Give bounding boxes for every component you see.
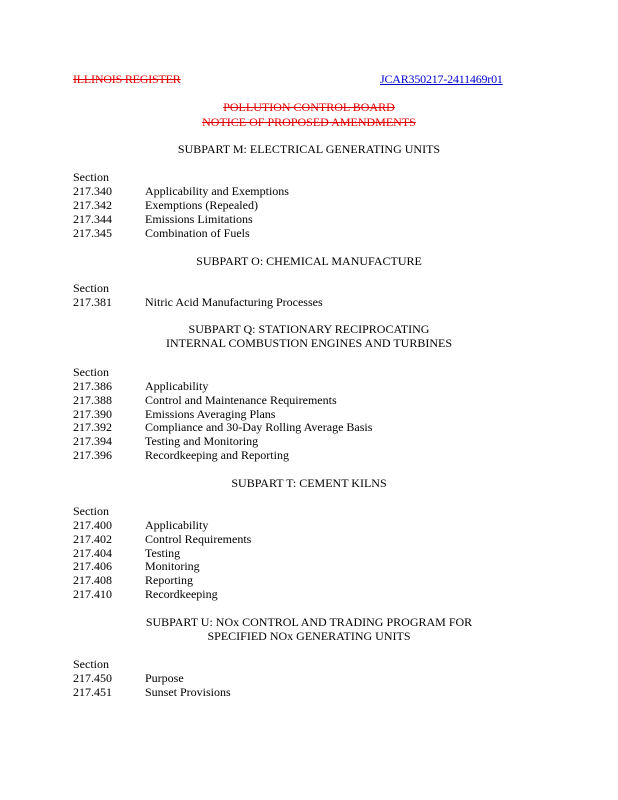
subpart-q-title-line-2: INTERNAL COMBUSTION ENGINES AND TURBINES: [165, 336, 452, 350]
section-number: 217.390: [73, 407, 112, 421]
section-number: 217.342: [73, 198, 112, 212]
subpart-m-title: SUBPART M: ELECTRICAL GENERATING UNITS: [177, 142, 441, 156]
section-label: Section: [73, 365, 109, 379]
section-title: Compliance and 30-Day Rolling Average Basis: [145, 420, 373, 434]
section-row: [73, 407, 275, 421]
section-number: 217.400: [73, 518, 112, 532]
section-row: [73, 671, 184, 685]
section-number: 217.394: [73, 434, 112, 448]
section-title: Reporting: [145, 573, 193, 587]
section-row: [73, 448, 289, 462]
section-label: Section: [73, 657, 109, 671]
section-title: Recordkeeping and Reporting: [145, 448, 289, 462]
jcar-suffix: 01: [491, 72, 503, 86]
section-title: Combination of Fuels: [145, 226, 250, 240]
section-title: Applicability: [145, 518, 209, 532]
section-title: Testing: [145, 546, 181, 560]
section-number: 217.388: [73, 393, 112, 407]
section-row: [73, 587, 218, 601]
section-number: 217.406: [73, 559, 112, 573]
section-row: [73, 379, 208, 393]
section-label: Section: [73, 504, 109, 518]
section-number: 217.450: [73, 671, 112, 685]
section-number: 217.451: [73, 685, 112, 699]
section-row: [73, 685, 231, 699]
section-row: [73, 559, 200, 573]
section-title: Nitric Acid Manufacturing Processes: [145, 295, 323, 309]
subpart-t-title: SUBPART T: CEMENT KILNS: [231, 476, 387, 490]
section-row: [73, 212, 253, 226]
section-title: Control Requirements: [145, 532, 252, 546]
subpart-o-title: SUBPART O: CHEMICAL MANUFACTURE: [196, 254, 422, 268]
register-header: ILLINOIS REGISTER: [73, 72, 181, 86]
section-title: Applicability and Exemptions: [145, 184, 289, 198]
section-row: [73, 532, 251, 546]
section-title: Monitoring: [145, 559, 200, 573]
section-title: Emissions Averaging Plans: [145, 407, 276, 421]
section-row: [73, 198, 258, 212]
section-title: Sunset Provisions: [145, 685, 231, 699]
section-number: 217.386: [73, 379, 112, 393]
section-row: [73, 393, 337, 407]
section-row: [73, 226, 250, 240]
section-title: Applicability: [145, 379, 209, 393]
section-title: Testing and Monitoring: [145, 434, 259, 448]
section-number: 217.381: [73, 295, 112, 309]
section-row: [73, 295, 323, 309]
subpart-q-title-line-1: SUBPART Q: STATIONARY RECIPROCATING: [188, 322, 430, 336]
section-number: 217.340: [73, 184, 112, 198]
section-row: [73, 546, 180, 560]
section-row: [73, 420, 372, 434]
section-label: Section: [73, 281, 109, 295]
section-row: [73, 518, 208, 532]
section-row: [73, 573, 193, 587]
section-number: 217.402: [73, 532, 112, 546]
section-number: 217.408: [73, 573, 112, 587]
section-row: [73, 434, 258, 448]
section-number: 217.410: [73, 587, 112, 601]
section-title: Recordkeeping: [145, 587, 218, 601]
jcar-reference[interactable]: [380, 72, 503, 87]
section-title: Purpose: [145, 671, 184, 685]
subpart-u-title-line-2: SPECIFIED NOx GENERATING UNITS: [207, 629, 411, 643]
subpart-u-title-line-1: SUBPART U: NOx CONTROL AND TRADING PROGRAM FOR: [145, 615, 473, 629]
section-label: Section: [73, 170, 109, 184]
section-title: Control and Maintenance Requirements: [145, 393, 337, 407]
agency-name: POLLUTION CONTROL BOARD: [223, 100, 395, 114]
section-number: 217.392: [73, 420, 112, 434]
section-title: Exemptions (Repealed): [145, 198, 258, 212]
section-number: 217.396: [73, 448, 112, 462]
notice-title: NOTICE OF PROPOSED AMENDMENTS: [202, 115, 416, 129]
section-row: [73, 184, 289, 198]
section-number: 217.345: [73, 226, 112, 240]
jcar-link[interactable]: JCAR350217-2411469r: [380, 72, 492, 86]
section-title: Emissions Limitations: [145, 212, 253, 226]
section-number: 217.404: [73, 546, 112, 560]
section-number: 217.344: [73, 212, 112, 226]
